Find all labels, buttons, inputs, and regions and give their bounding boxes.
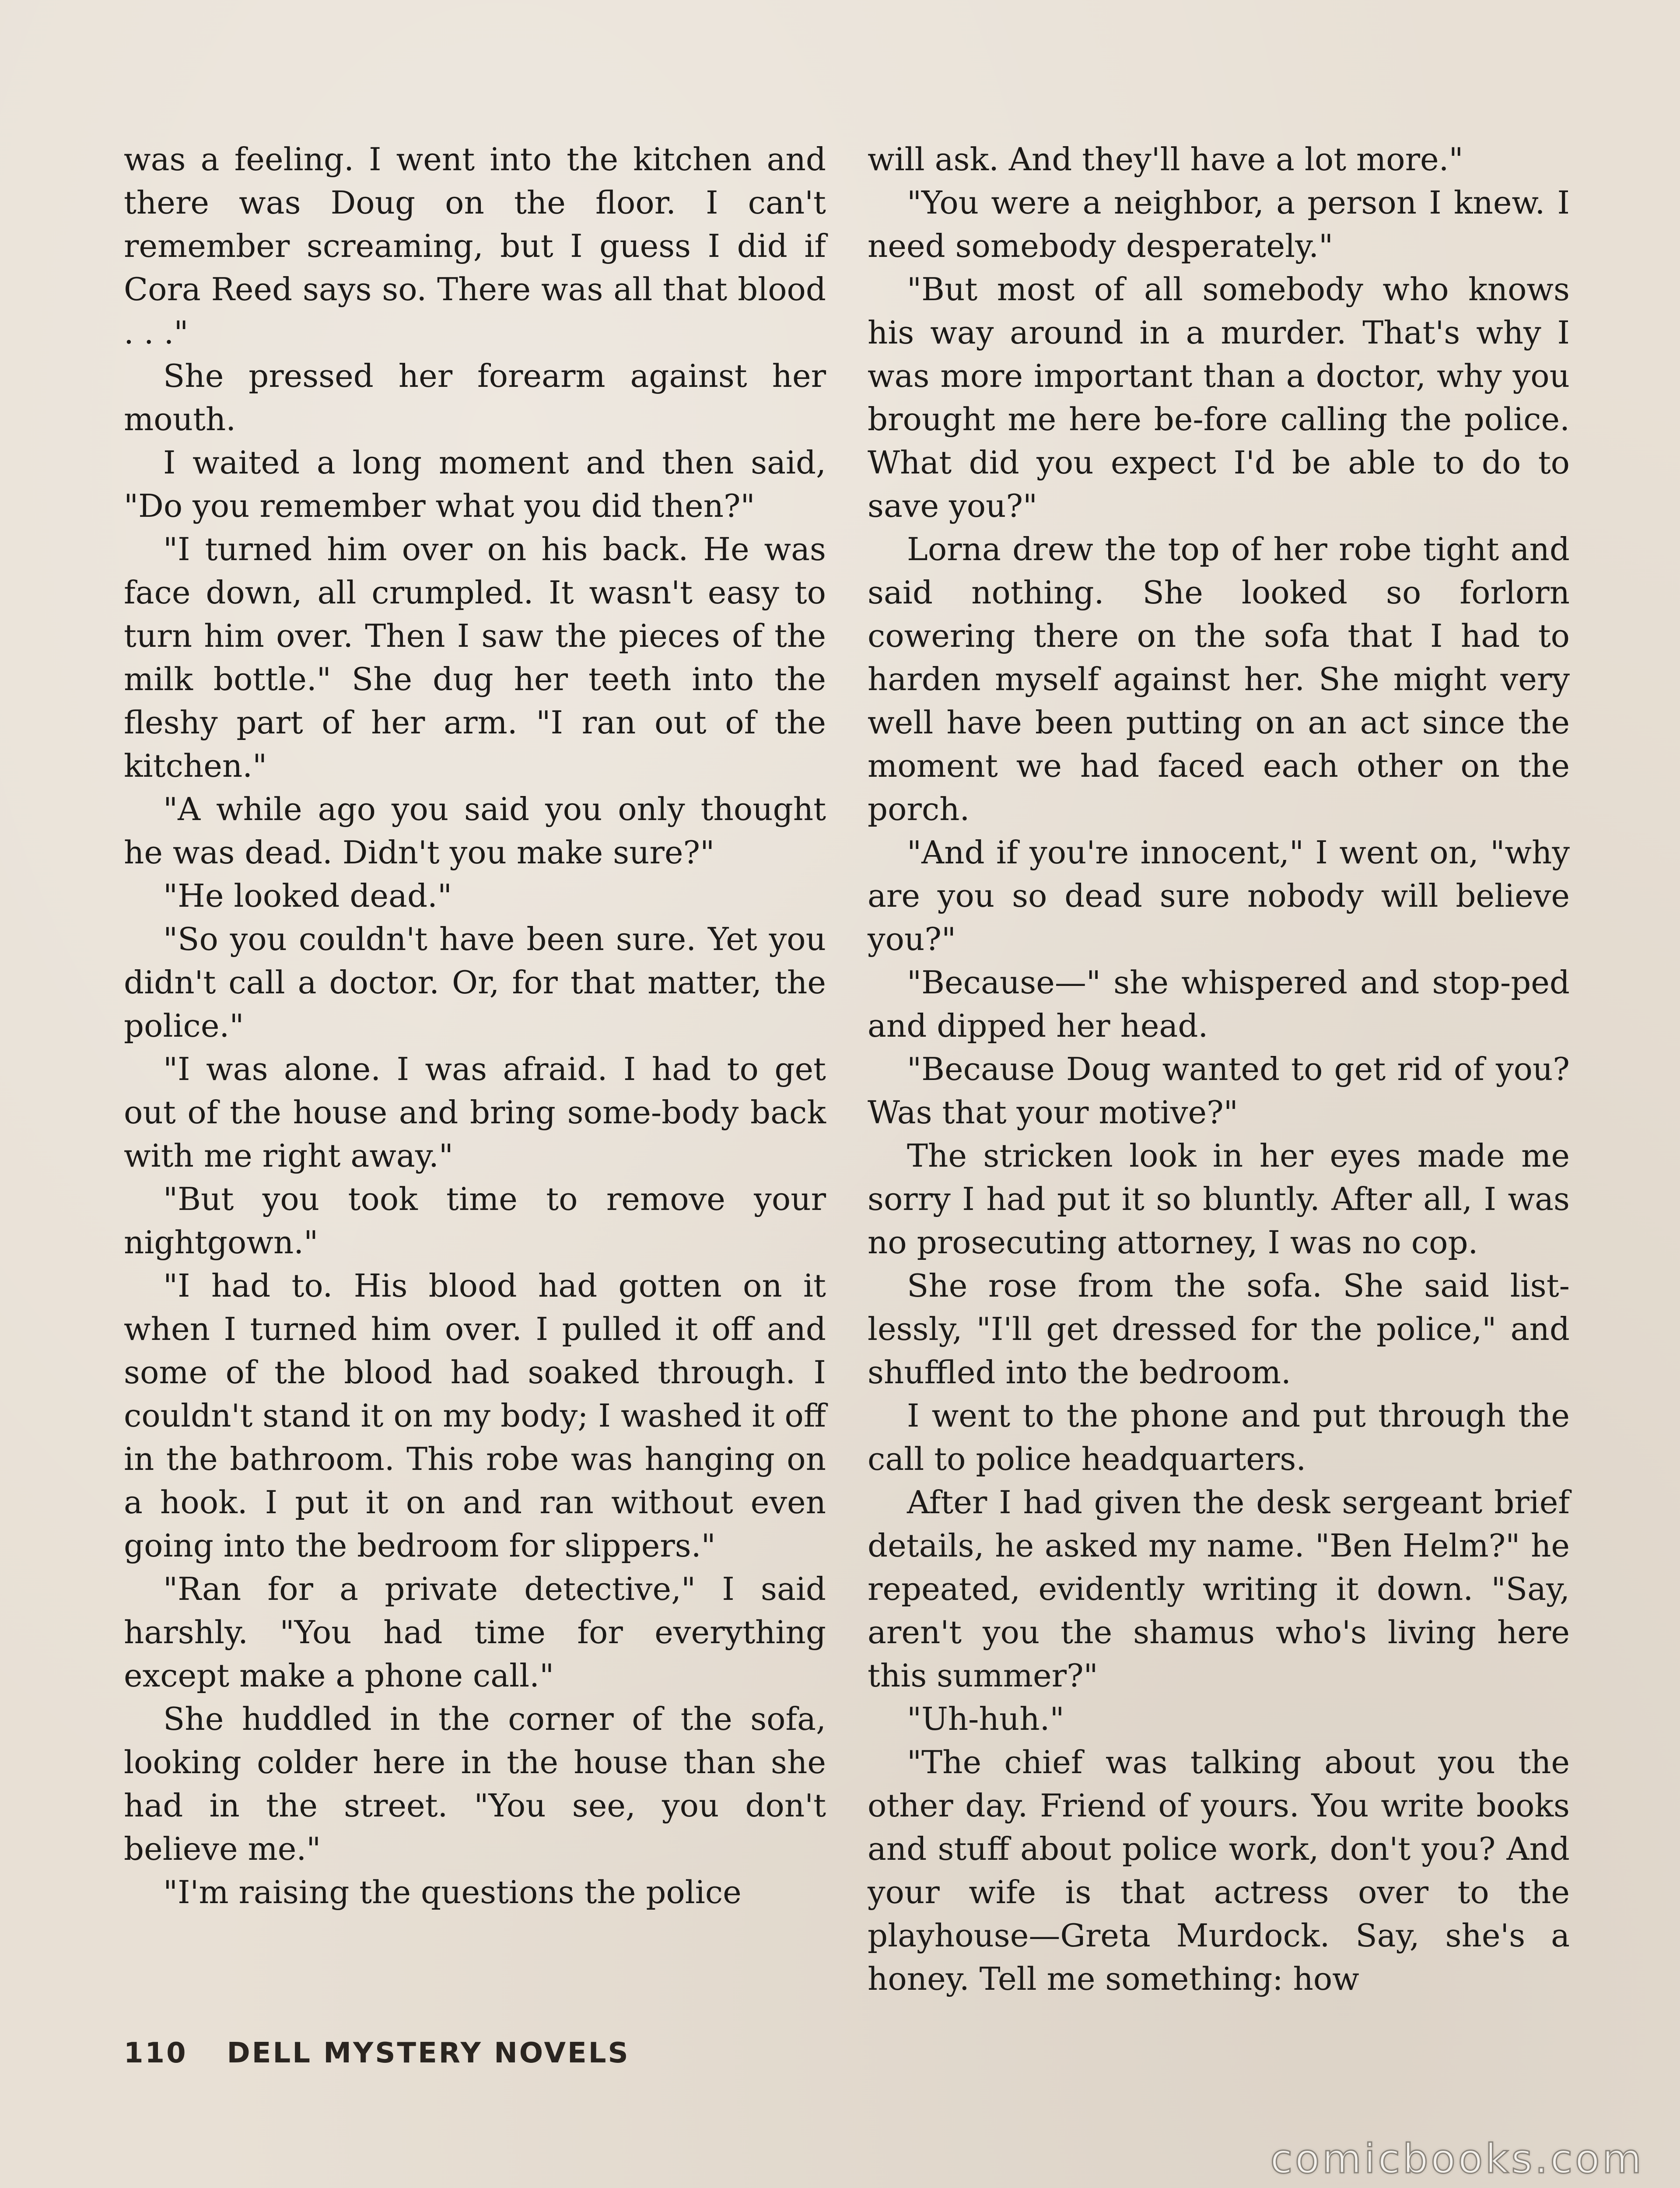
paragraph: She pressed her forearm against her mouth. bbox=[124, 358, 826, 438]
right-text-column bbox=[868, 138, 1570, 2001]
paragraph: "A while ago you said you only thought he was dead. Didn't you make sure?" bbox=[124, 791, 826, 871]
paragraph: She rose from the sofa. She said list-lessly, "I'll get dressed for the police," and shuffled into the bedroom. bbox=[868, 1267, 1570, 1391]
paragraph: "The chief was talking about you the other day. Friend of yours. You write books and stuff about police work, don't you? And your wife is that actress over to the playhouse—Greta Murdock. Say, she's a honey. Tell me something: how bbox=[868, 1744, 1570, 1997]
watermark: comicbooks.com bbox=[1270, 2135, 1644, 2182]
paragraph: will ask. And they'll have a lot more." bbox=[868, 141, 1463, 178]
paragraph: Lorna drew the top of her robe tight and said nothing. She looked so forlorn cowering there on the sofa that I had to harden myself against her. She might very well have been putting on an act since the moment we had faced each other on the porch. bbox=[868, 531, 1570, 828]
paragraph: "So you couldn't have been sure. Yet you didn't call a doctor. Or, for that matter, the police." bbox=[124, 921, 826, 1044]
paragraph: I waited a long moment and then said, "Do you remember what you did then?" bbox=[124, 444, 826, 524]
publication-name: DELL MYSTERY NOVELS bbox=[227, 2037, 630, 2069]
paragraph: "Ran for a private detective," I said harshly. "You had time for everything except make a phone call." bbox=[124, 1571, 826, 1694]
paragraph: "You were a neighbor, a person I knew. I need somebody desperately." bbox=[868, 184, 1570, 264]
paragraph: was a feeling. I went into the kitchen and there was Doug on the floor. I can't remember screaming, but I guess I did if Cora Reed says so. There was all that blood . . ." bbox=[124, 141, 826, 351]
paragraph: "And if you're innocent," I went on, "why are you so dead sure nobody will believe you?" bbox=[868, 834, 1570, 957]
page-footer bbox=[124, 2037, 630, 2069]
paragraph: She huddled in the corner of the sofa, looking colder here in the house than she had in the street. "You see, you don't believe me." bbox=[124, 1701, 826, 1867]
paragraph: "But you took time to remove your nightgown." bbox=[124, 1181, 826, 1261]
paragraph: I went to the phone and put through the call to police headquarters. bbox=[868, 1397, 1570, 1477]
paragraph: "Because—" she whispered and stop-ped and dipped her head. bbox=[868, 964, 1570, 1044]
paragraph: The stricken look in her eyes made me sorry I had put it so bluntly. After all, I was no prosecuting attorney, I was no cop. bbox=[868, 1137, 1570, 1261]
paragraph: "But most of all somebody who knows his way around in a murder. That's why I was more important than a doctor, why you brought me here be-fore calling the police. What did you expect I'd be able to do to save you?" bbox=[868, 271, 1570, 524]
page-number: 110 bbox=[124, 2037, 188, 2069]
paragraph: "Uh-huh." bbox=[907, 1701, 1064, 1737]
paragraph: "He looked dead." bbox=[163, 877, 452, 914]
paragraph: "I'm raising the questions the police bbox=[163, 1874, 742, 1911]
paragraph: "I was alone. I was afraid. I had to get out of the house and bring some-body back with me right away." bbox=[124, 1051, 826, 1174]
paragraph: "Because Doug wanted to get rid of you? Was that your motive?" bbox=[868, 1051, 1570, 1131]
paragraph: After I had given the desk sergeant brief details, he asked my name. "Ben Helm?" he repeated, evidently writing it down. "Say, aren't you the shamus who's living here this summer?" bbox=[868, 1484, 1570, 1694]
paragraph: "I had to. His blood had gotten on it when I turned him over. I pulled it off and some of the blood had soaked through. I couldn't stand it on my body; I washed it off in the bathroom. This robe was hanging on a hook. I put it on and ran without even going into the bedroom for slippers." bbox=[124, 1267, 826, 1564]
paragraph: "I turned him over on his back. He was face down, all crumpled. It wasn't easy to turn him over. Then I saw the pieces of the milk bottle." She dug her teeth into the fleshy part of her arm. "I ran out of the kitchen." bbox=[124, 531, 826, 784]
left-text-column bbox=[124, 138, 826, 1914]
